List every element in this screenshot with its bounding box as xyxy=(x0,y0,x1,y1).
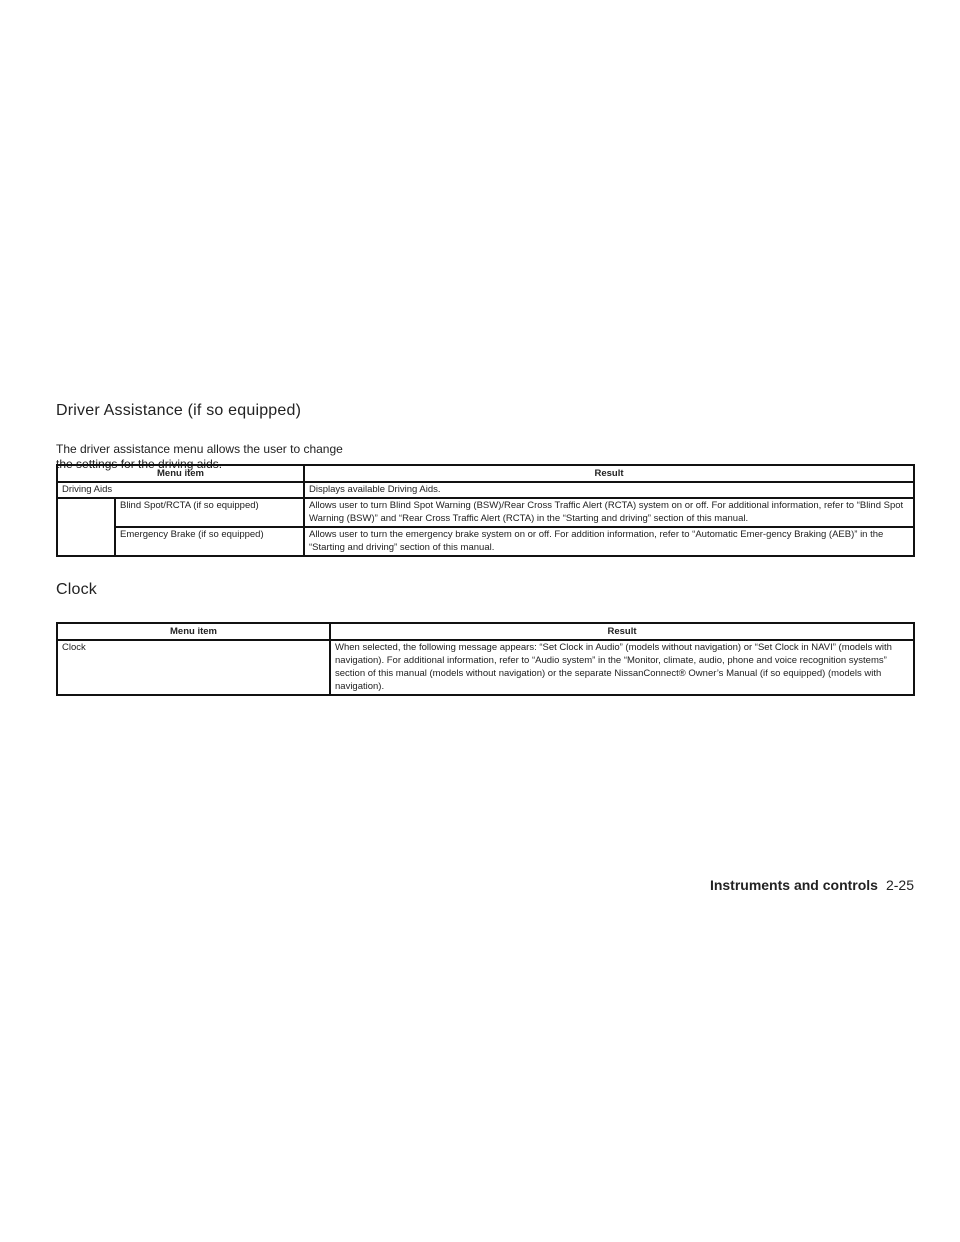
header-menu-item: Menu item xyxy=(57,465,304,482)
footer-section-name: Instruments and controls xyxy=(709,877,878,893)
intro-paragraph: The driver assistance menu allows the user to change the settings for the driving aids. xyxy=(56,442,343,471)
page-footer xyxy=(710,877,914,893)
indent-cell xyxy=(57,498,115,556)
section-title-driver-assistance: Driver Assistance (if so equipped) xyxy=(56,402,302,419)
header-result: Result xyxy=(330,623,914,640)
menu-item-cell: Clock xyxy=(57,640,330,695)
page-number: 2-25 xyxy=(885,877,914,893)
result-cell: When selected, the following message appears: “Set Clock in Audio” (models without navigation) or “Set Clock in NAVI” (models with navigation). For additional information, refer to “Audio system” in the “Monitor, climate, audio, phone and voice recognition systems” section of this manual (models without navigation) or the separate NissanConnect® Owner’s Manual (if so equipped) (models with navigation). xyxy=(330,640,914,695)
driver-assistance-table xyxy=(56,464,915,557)
table-row xyxy=(57,640,914,695)
table-header-row xyxy=(57,465,914,482)
header-menu-item: Menu item xyxy=(57,623,330,640)
menu-item-cell: Driving Aids xyxy=(57,482,304,498)
table-row xyxy=(57,527,914,556)
table-row xyxy=(57,498,914,527)
table-header-row xyxy=(57,623,914,640)
table-row xyxy=(57,482,914,498)
section-title-clock: Clock xyxy=(56,581,98,598)
clock-table xyxy=(56,622,915,696)
header-result: Result xyxy=(304,465,914,482)
menu-item-cell: Blind Spot/RCTA (if so equipped) xyxy=(115,498,304,527)
result-cell: Allows user to turn Blind Spot Warning (BSW)/Rear Cross Traffic Alert (RCTA) system on or off. For additional information, refer to “Blind Spot Warning (BSW)” and “Rear Cross Traffic Alert (RCTA) in the “Starting and driving” section of this manual. xyxy=(304,498,914,527)
result-cell: Displays available Driving Aids. xyxy=(304,482,914,498)
result-cell: Allows user to turn the emergency brake system on or off. For addition information, refer to “Automatic Emer-gency Braking (AEB)” in the “Starting and driving” section of this manual. xyxy=(304,527,914,556)
menu-item-cell: Emergency Brake (if so equipped) xyxy=(115,527,304,556)
